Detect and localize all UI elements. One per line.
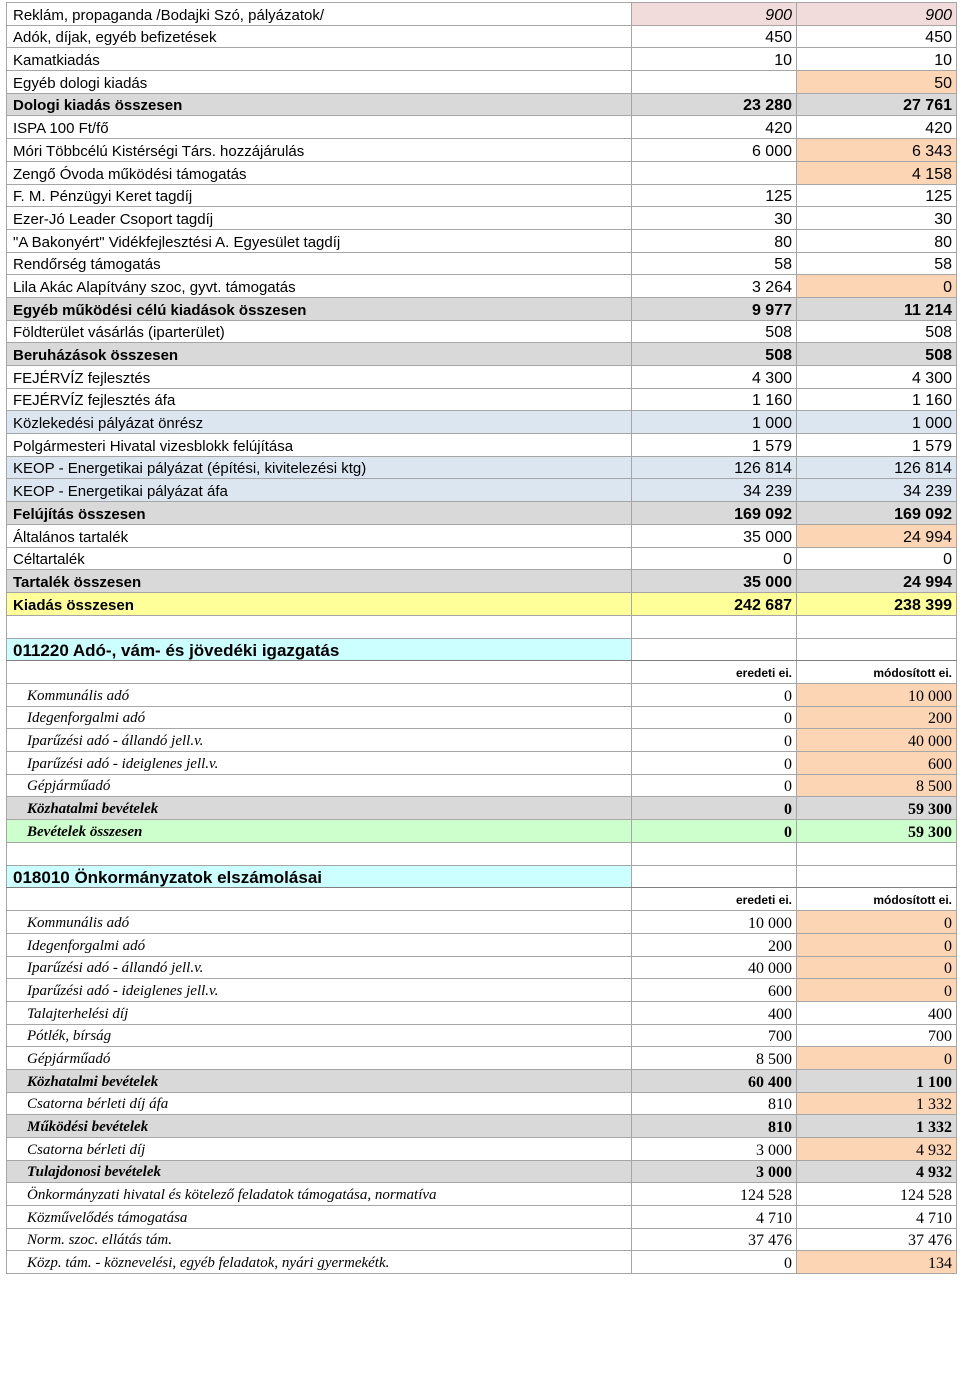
section-title[interactable]: 018010 Önkormányzatok elszámolásai (7, 865, 632, 888)
modified-value-cell[interactable]: 4 932 (797, 1160, 957, 1183)
subtotal-row (7, 1160, 957, 1183)
modified-value-cell[interactable]: 134 (797, 1251, 957, 1274)
modified-value-cell[interactable]: 37 476 (797, 1228, 957, 1251)
table-row (7, 229, 957, 252)
original-value-cell[interactable]: 126 814 (632, 456, 797, 479)
modified-value-cell[interactable]: 700 (797, 1024, 957, 1047)
modified-value-cell[interactable]: 1 000 (797, 411, 957, 434)
modified-value-cell[interactable]: 0 (797, 956, 957, 979)
original-value-cell[interactable]: 60 400 (632, 1069, 797, 1092)
original-value-cell[interactable]: 450 (632, 25, 797, 48)
row-label[interactable]: Egyéb működési célú kiadások összesen (7, 297, 632, 320)
row-label[interactable]: Iparűzési adó - állandó jell.v. (7, 729, 632, 752)
original-value-cell[interactable]: 810 (632, 1115, 797, 1138)
table-row (7, 1092, 957, 1115)
table-row (7, 956, 957, 979)
original-value-cell[interactable]: 1 579 (632, 434, 797, 457)
row-label[interactable]: Rendőrség támogatás (7, 252, 632, 275)
row-label[interactable]: Gépjárműadó (7, 774, 632, 797)
modified-value-cell[interactable]: 8 500 (797, 774, 957, 797)
modified-value-cell[interactable]: 27 761 (797, 93, 957, 116)
modified-value-cell[interactable]: 1 100 (797, 1069, 957, 1092)
empty-cell[interactable] (632, 842, 797, 865)
row-label[interactable]: Csatorna bérleti díj (7, 1138, 632, 1161)
row-label[interactable]: Adók, díjak, egyéb befizetések (7, 25, 632, 48)
row-label[interactable]: Kamatkiadás (7, 48, 632, 71)
column-header-row (7, 888, 957, 911)
row-label[interactable]: Felújítás összesen (7, 502, 632, 525)
original-value-cell[interactable]: 10 000 (632, 911, 797, 934)
original-value-cell[interactable]: 8 500 (632, 1047, 797, 1070)
row-label[interactable]: Céltartalék (7, 547, 632, 570)
table-row (7, 252, 957, 275)
original-value-cell[interactable]: 34 239 (632, 479, 797, 502)
empty-cell[interactable] (632, 865, 797, 888)
empty-cell[interactable] (7, 888, 632, 911)
row-label[interactable]: F. M. Pénzügyi Keret tagdíj (7, 184, 632, 207)
row-label[interactable]: Ezer-Jó Leader Csoport tagdíj (7, 207, 632, 230)
modified-value-cell[interactable]: 126 814 (797, 456, 957, 479)
table-row (7, 547, 957, 570)
row-label[interactable]: Közhatalmi bevételek (7, 797, 632, 820)
modified-value-cell[interactable]: 169 092 (797, 502, 957, 525)
row-label[interactable]: Idegenforgalmi adó (7, 933, 632, 956)
subtotal-row (7, 1069, 957, 1092)
row-label[interactable]: Tartalék összesen (7, 570, 632, 593)
row-label[interactable]: FEJÉRVÍZ fejlesztés (7, 366, 632, 389)
modified-value-cell[interactable]: 1 332 (797, 1115, 957, 1138)
modified-value-cell[interactable]: 4 300 (797, 366, 957, 389)
row-label[interactable]: Zengő Óvoda működési támogatás (7, 161, 632, 184)
column-header-row (7, 661, 957, 684)
modified-value-cell[interactable]: 600 (797, 752, 957, 775)
empty-cell[interactable] (797, 638, 957, 661)
modified-value-cell[interactable]: 0 (797, 275, 957, 298)
empty-cell[interactable] (797, 842, 957, 865)
original-value-cell[interactable]: 700 (632, 1024, 797, 1047)
row-label[interactable]: KEOP - Energetikai pályázat áfa (7, 479, 632, 502)
original-value-cell[interactable]: 80 (632, 229, 797, 252)
subtotal-row (7, 502, 957, 525)
row-label[interactable]: FEJÉRVÍZ fejlesztés áfa (7, 388, 632, 411)
original-value-cell[interactable]: 37 476 (632, 1228, 797, 1251)
modified-value-cell[interactable]: 50 (797, 71, 957, 94)
table-row (7, 71, 957, 94)
table-row (7, 1047, 957, 1070)
table-row (7, 1206, 957, 1229)
row-label[interactable]: Kommunális adó (7, 683, 632, 706)
table-row (7, 48, 957, 71)
modified-value-cell[interactable]: 4 710 (797, 1206, 957, 1229)
row-label[interactable]: Önkormányzati hivatal és kötelező feladatok támogatása, normatíva (7, 1183, 632, 1206)
table-row (7, 933, 957, 956)
modified-value-cell[interactable]: 10 000 (797, 683, 957, 706)
table-row (7, 320, 957, 343)
row-label[interactable]: Lila Akác Alapítvány szoc, gyvt. támogatás (7, 275, 632, 298)
row-label[interactable]: Gépjárműadó (7, 1047, 632, 1070)
table-row (7, 25, 957, 48)
row-label[interactable]: Közhatalmi bevételek (7, 1069, 632, 1092)
row-label[interactable]: Közp. tám. - köznevelési, egyéb feladatok, nyári gyermekétk. (7, 1251, 632, 1274)
modified-value-cell[interactable]: 1 332 (797, 1092, 957, 1115)
original-value-cell[interactable]: 4 300 (632, 366, 797, 389)
subtotal-row (7, 343, 957, 366)
original-value-cell[interactable]: 3 000 (632, 1160, 797, 1183)
row-label[interactable]: Földterület vásárlás (iparterület) (7, 320, 632, 343)
modified-value-cell[interactable]: 24 994 (797, 524, 957, 547)
original-value-cell[interactable]: 124 528 (632, 1183, 797, 1206)
original-value-cell[interactable]: 0 (632, 752, 797, 775)
table-row (7, 1228, 957, 1251)
modified-value-cell[interactable]: 508 (797, 343, 957, 366)
subtotal-row (7, 797, 957, 820)
table-row (7, 139, 957, 162)
modified-value-cell[interactable]: 40 000 (797, 729, 957, 752)
original-value-cell[interactable]: 6 000 (632, 139, 797, 162)
modified-value-cell[interactable]: 59 300 (797, 820, 957, 843)
original-value-cell[interactable]: 169 092 (632, 502, 797, 525)
row-label[interactable]: Kiadás összesen (7, 592, 632, 615)
table-row (7, 979, 957, 1002)
original-value-cell[interactable]: 0 (632, 729, 797, 752)
budget-table (6, 2, 957, 1274)
original-value-cell[interactable]: 900 (632, 3, 797, 26)
table-row (7, 729, 957, 752)
table-row (7, 752, 957, 775)
table-row (7, 524, 957, 547)
modified-value-cell[interactable]: 400 (797, 1001, 957, 1024)
row-label[interactable]: Beruházások összesen (7, 343, 632, 366)
modified-value-cell[interactable]: 59 300 (797, 797, 957, 820)
table-row (7, 161, 957, 184)
empty-cell[interactable] (632, 638, 797, 661)
empty-cell[interactable] (797, 615, 957, 638)
row-label[interactable]: Norm. szoc. ellátás tám. (7, 1228, 632, 1251)
empty-cell[interactable] (7, 615, 632, 638)
subtotal-row (7, 592, 957, 615)
table-row (7, 683, 957, 706)
table-row (7, 774, 957, 797)
row-label[interactable]: Kommunális adó (7, 911, 632, 934)
column-header-modified[interactable]: módosított ei. (797, 888, 957, 911)
section-header-row (7, 638, 957, 661)
table-row (7, 479, 957, 502)
original-value-cell[interactable] (632, 161, 797, 184)
empty-cell[interactable] (7, 842, 632, 865)
original-value-cell[interactable]: 0 (632, 683, 797, 706)
modified-value-cell[interactable]: 58 (797, 252, 957, 275)
subtotal-row (7, 93, 957, 116)
modified-value-cell[interactable]: 6 343 (797, 139, 957, 162)
empty-row (7, 842, 957, 865)
table-row (7, 3, 957, 26)
table-row (7, 184, 957, 207)
empty-cell[interactable] (797, 865, 957, 888)
modified-value-cell[interactable]: 200 (797, 706, 957, 729)
empty-row (7, 615, 957, 638)
table-row (7, 706, 957, 729)
table-row (7, 911, 957, 934)
modified-value-cell[interactable]: 34 239 (797, 479, 957, 502)
row-label[interactable]: Tulajdonosi bevételek (7, 1160, 632, 1183)
original-value-cell[interactable]: 35 000 (632, 524, 797, 547)
modified-value-cell[interactable]: 0 (797, 1047, 957, 1070)
table-row (7, 1138, 957, 1161)
table-row (7, 388, 957, 411)
modified-value-cell[interactable]: 1 160 (797, 388, 957, 411)
original-value-cell[interactable]: 0 (632, 774, 797, 797)
modified-value-cell[interactable]: 11 214 (797, 297, 957, 320)
row-label[interactable]: Iparűzési adó - ideiglenes jell.v. (7, 752, 632, 775)
table-row (7, 411, 957, 434)
column-header-original[interactable]: eredeti ei. (632, 661, 797, 684)
original-value-cell[interactable]: 1 000 (632, 411, 797, 434)
row-label[interactable]: Reklám, propaganda /Bodajki Szó, pályázatok/ (7, 3, 632, 26)
modified-value-cell[interactable]: 508 (797, 320, 957, 343)
modified-value-cell[interactable]: 30 (797, 207, 957, 230)
table-row (7, 1183, 957, 1206)
original-value-cell[interactable]: 1 160 (632, 388, 797, 411)
modified-value-cell[interactable]: 0 (797, 547, 957, 570)
modified-value-cell[interactable]: 4 932 (797, 1138, 957, 1161)
original-value-cell[interactable]: 0 (632, 820, 797, 843)
modified-value-cell[interactable]: 1 579 (797, 434, 957, 457)
row-label[interactable]: Működési bevételek (7, 1115, 632, 1138)
modified-value-cell[interactable]: 900 (797, 3, 957, 26)
table-row (7, 1024, 957, 1047)
empty-cell[interactable] (7, 661, 632, 684)
table-row (7, 116, 957, 139)
row-label[interactable]: Iparűzési adó - állandó jell.v. (7, 956, 632, 979)
original-value-cell[interactable]: 600 (632, 979, 797, 1002)
modified-value-cell[interactable]: 0 (797, 933, 957, 956)
row-label[interactable]: Polgármesteri Hivatal vizesblokk felújítása (7, 434, 632, 457)
original-value-cell[interactable]: 810 (632, 1092, 797, 1115)
original-value-cell[interactable]: 10 (632, 48, 797, 71)
row-label[interactable]: Dologi kiadás összesen (7, 93, 632, 116)
subtotal-row (7, 820, 957, 843)
row-label[interactable]: KEOP - Energetikai pályázat (építési, kivitelezési ktg) (7, 456, 632, 479)
original-value-cell[interactable]: 3 264 (632, 275, 797, 298)
row-label[interactable]: "A Bakonyért" Vidékfejlesztési A. Egyesület tagdíj (7, 229, 632, 252)
section-header-row (7, 865, 957, 888)
row-label[interactable]: Móri Többcélú Kistérségi Társ. hozzájárulás (7, 139, 632, 162)
original-value-cell[interactable]: 0 (632, 1251, 797, 1274)
modified-value-cell[interactable]: 124 528 (797, 1183, 957, 1206)
row-label[interactable]: Iparűzési adó - ideiglenes jell.v. (7, 979, 632, 1002)
modified-value-cell[interactable]: 238 399 (797, 592, 957, 615)
row-label[interactable]: Közművelődés támogatása (7, 1206, 632, 1229)
original-value-cell[interactable]: 0 (632, 706, 797, 729)
original-value-cell[interactable]: 58 (632, 252, 797, 275)
row-label[interactable]: Csatorna bérleti díj áfa (7, 1092, 632, 1115)
column-header-modified[interactable]: módosított ei. (797, 661, 957, 684)
row-label[interactable]: ISPA 100 Ft/fő (7, 116, 632, 139)
table-row (7, 1251, 957, 1274)
original-value-cell[interactable]: 4 710 (632, 1206, 797, 1229)
original-value-cell[interactable]: 0 (632, 797, 797, 820)
modified-value-cell[interactable]: 80 (797, 229, 957, 252)
row-label[interactable]: Bevételek összesen (7, 820, 632, 843)
section-title[interactable]: 011220 Adó-, vám- és jövedéki igazgatás (7, 638, 632, 661)
table-row (7, 434, 957, 457)
row-label[interactable]: Közlekedési pályázat önrész (7, 411, 632, 434)
table-row (7, 275, 957, 298)
original-value-cell[interactable]: 9 977 (632, 297, 797, 320)
table-row (7, 366, 957, 389)
table-row (7, 456, 957, 479)
row-label[interactable]: Idegenforgalmi adó (7, 706, 632, 729)
original-value-cell[interactable]: 40 000 (632, 956, 797, 979)
row-label[interactable]: Általános tartalék (7, 524, 632, 547)
modified-value-cell[interactable]: 125 (797, 184, 957, 207)
original-value-cell[interactable]: 508 (632, 320, 797, 343)
original-value-cell[interactable]: 0 (632, 547, 797, 570)
original-value-cell[interactable]: 508 (632, 343, 797, 366)
original-value-cell[interactable]: 125 (632, 184, 797, 207)
modified-value-cell[interactable]: 4 158 (797, 161, 957, 184)
empty-cell[interactable] (632, 615, 797, 638)
modified-value-cell[interactable]: 0 (797, 911, 957, 934)
subtotal-row (7, 1115, 957, 1138)
original-value-cell[interactable] (632, 71, 797, 94)
original-value-cell[interactable]: 200 (632, 933, 797, 956)
original-value-cell[interactable]: 35 000 (632, 570, 797, 593)
modified-value-cell[interactable]: 420 (797, 116, 957, 139)
budget-spreadsheet (6, 2, 956, 1274)
modified-value-cell[interactable]: 24 994 (797, 570, 957, 593)
column-header-original[interactable]: eredeti ei. (632, 888, 797, 911)
original-value-cell[interactable]: 420 (632, 116, 797, 139)
original-value-cell[interactable]: 3 000 (632, 1138, 797, 1161)
table-row (7, 1001, 957, 1024)
modified-value-cell[interactable]: 450 (797, 25, 957, 48)
row-label[interactable]: Egyéb dologi kiadás (7, 71, 632, 94)
original-value-cell[interactable]: 400 (632, 1001, 797, 1024)
subtotal-row (7, 297, 957, 320)
row-label[interactable]: Pótlék, bírság (7, 1024, 632, 1047)
table-row (7, 207, 957, 230)
original-value-cell[interactable]: 23 280 (632, 93, 797, 116)
modified-value-cell[interactable]: 10 (797, 48, 957, 71)
original-value-cell[interactable]: 30 (632, 207, 797, 230)
modified-value-cell[interactable]: 0 (797, 979, 957, 1002)
row-label[interactable]: Talajterhelési díj (7, 1001, 632, 1024)
original-value-cell[interactable]: 242 687 (632, 592, 797, 615)
subtotal-row (7, 570, 957, 593)
